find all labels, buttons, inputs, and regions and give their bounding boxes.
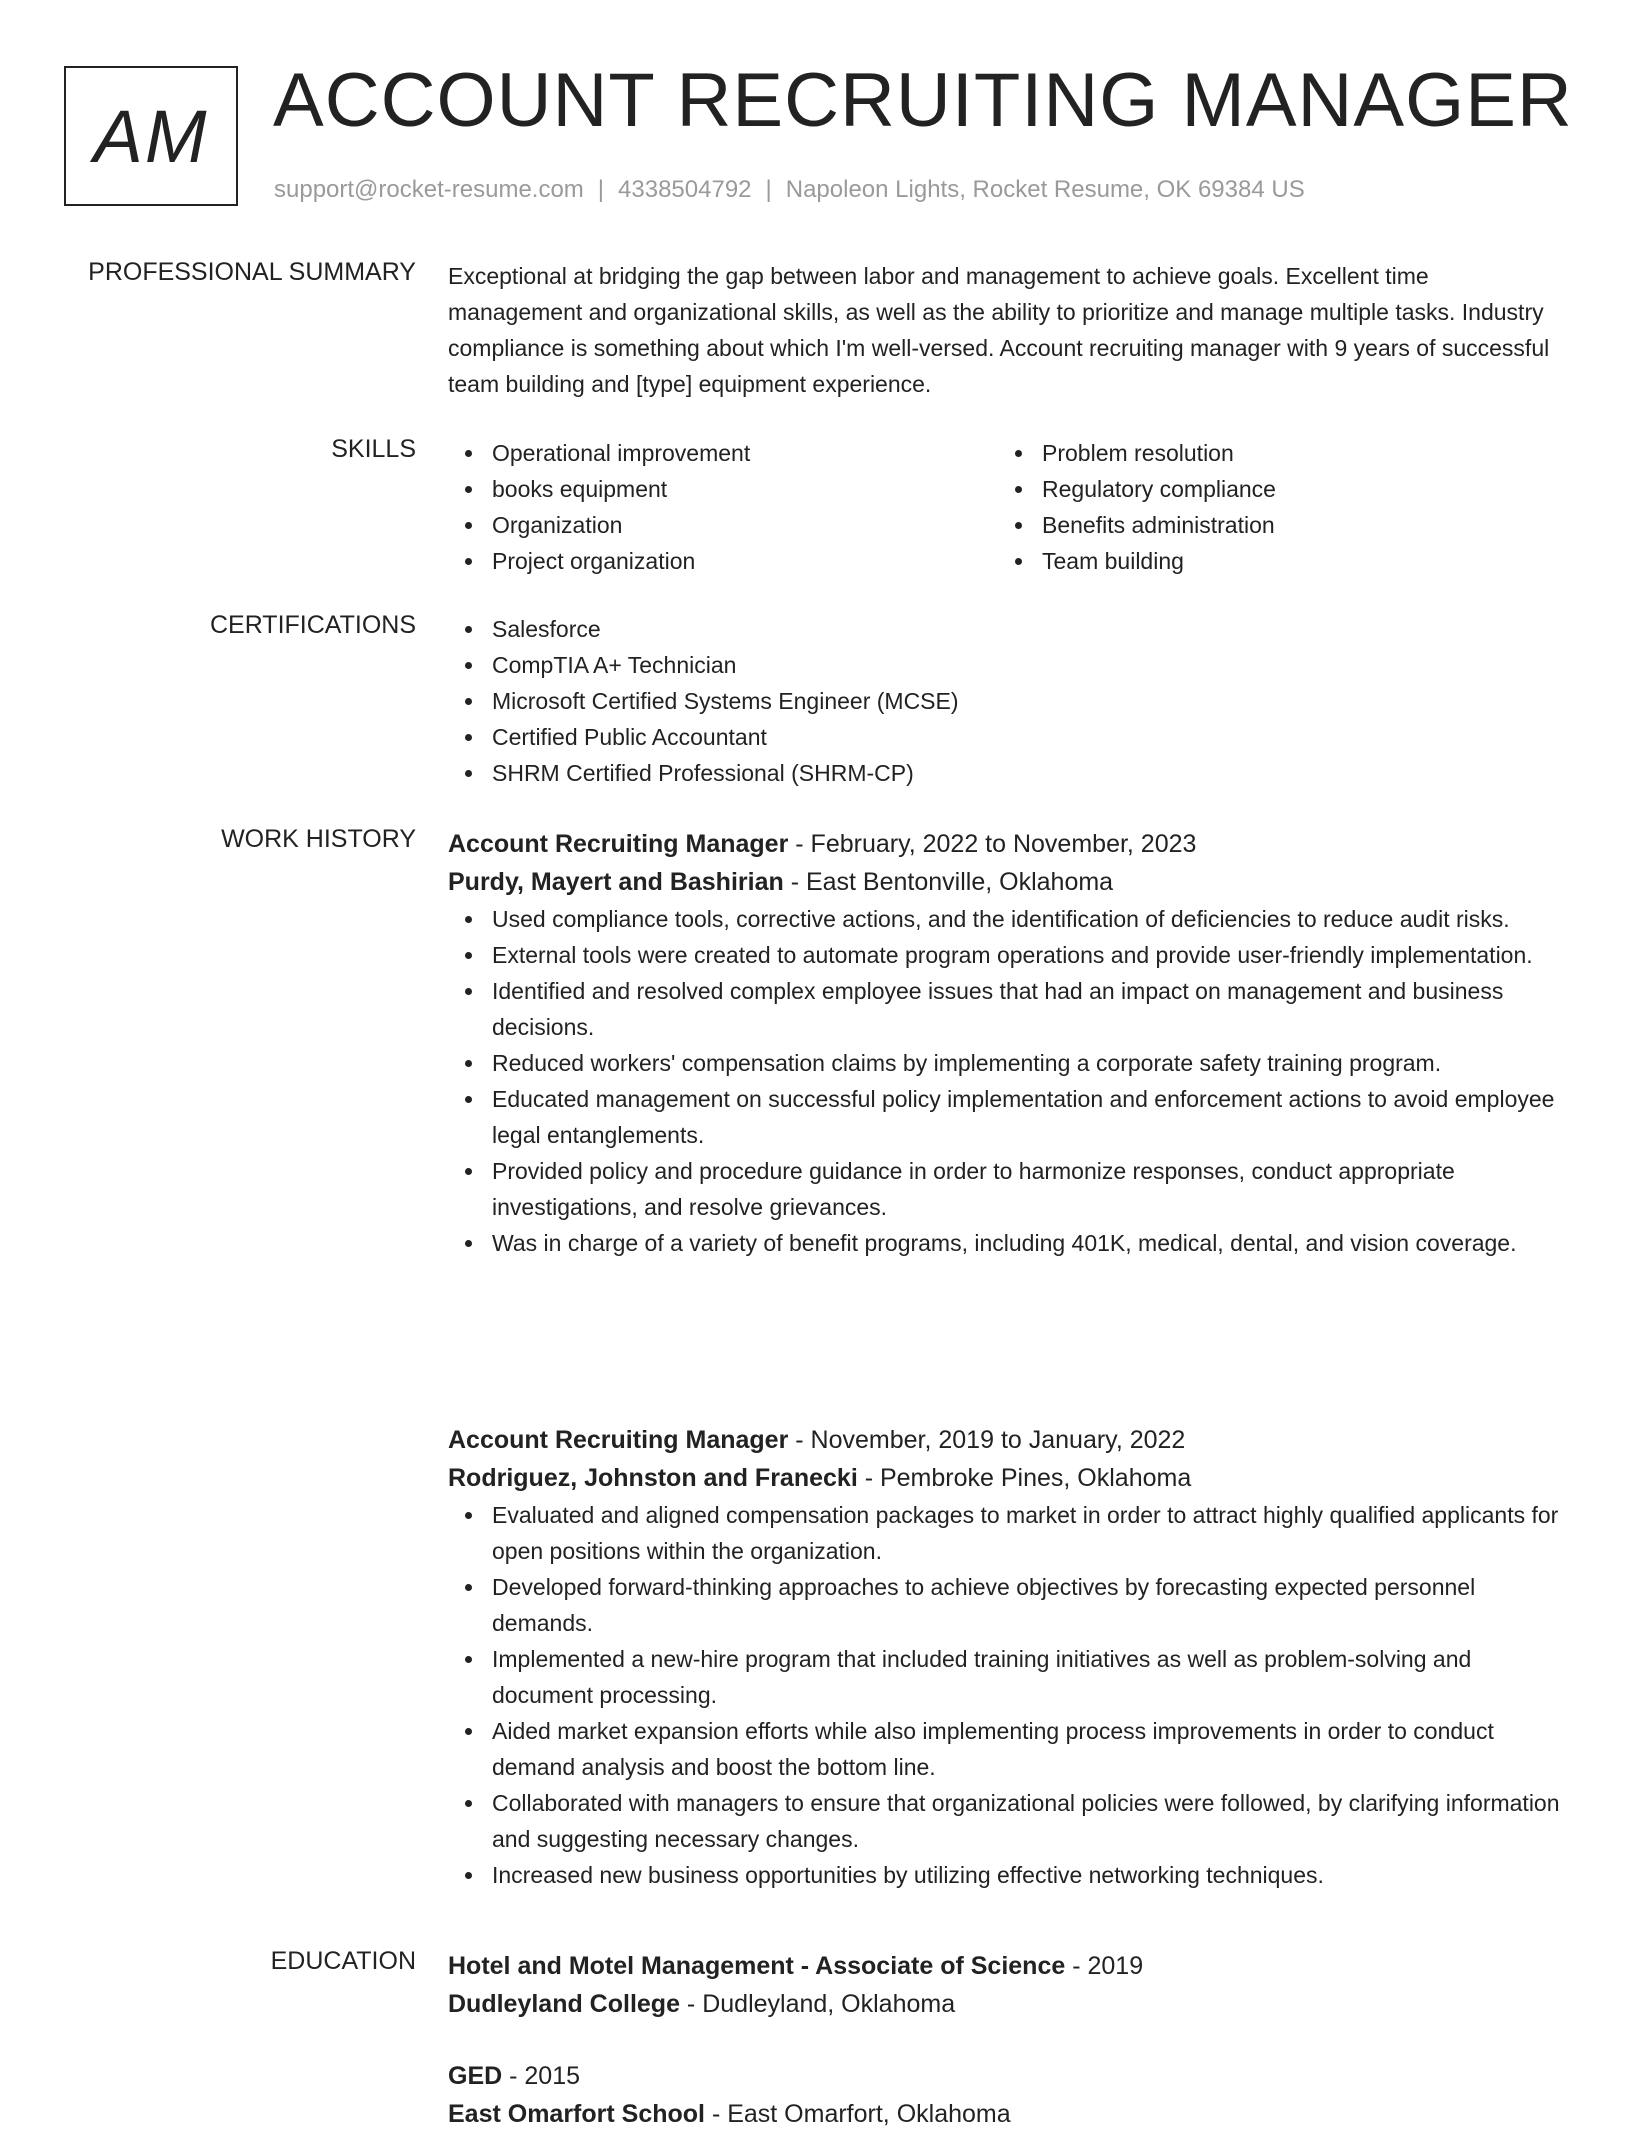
degree-year: - 2015 (502, 2062, 581, 2090)
job-title: Account Recruiting Manager (448, 830, 789, 858)
skills-grid (448, 435, 1564, 579)
education-body (448, 1947, 1564, 2133)
job-company-line (448, 1459, 1564, 1497)
certifications-body (448, 611, 1564, 791)
job-title: Account Recruiting Manager (448, 1426, 789, 1454)
job-dates: - November, 2019 to January, 2022 (788, 1426, 1186, 1454)
job-duty: External tools were created to automate program operations and provide user-friendly implementation. (492, 937, 1564, 973)
degree-name: Hotel and Motel Management - Associate of Science (448, 1952, 1066, 1980)
job-duty: Provided policy and procedure guidance in order to harmonize responses, conduct appropriate investigations, and resolve grievances. (492, 1153, 1564, 1225)
contact-address: Napoleon Lights, Rocket Resume, OK 69384 US (785, 176, 1305, 203)
school-line (448, 2095, 1564, 2133)
job-duties-list (448, 901, 1564, 1261)
school-location: - East Omarfort, Oklahoma (705, 2100, 1011, 2128)
job-dates: - February, 2022 to November, 2023 (788, 830, 1197, 858)
job-title-line (448, 825, 1564, 863)
degree-year: - 2019 (1065, 1952, 1144, 1980)
summary-text: Exceptional at bridging the gap between labor and management to achieve goals. Excellent time management and organizational skills, as well as the ability to prioritize and manage multiple tasks. Industry compliance is something about which I'm well-versed. Account recruiting manager with 9 years of successful team building and [type] equipment experience. (448, 263, 1550, 397)
section-label-skills: SKILLS (331, 435, 416, 463)
contact-separator: | (597, 176, 605, 203)
skills-column-right (998, 435, 1548, 579)
skill-item: Project organization (492, 543, 998, 579)
school-name: Dudleyland College (448, 1990, 680, 2018)
skill-item: Team building (1042, 543, 1548, 579)
job-duty: Reduced workers' compensation claims by implementing a corporate safety training program. (492, 1045, 1564, 1081)
certification-item: Certified Public Accountant (492, 719, 1564, 755)
job-entry (448, 825, 1564, 1261)
skills-body (448, 435, 1564, 579)
job-duty: Educated management on successful policy implementation and enforcement actions to avoid employee legal entanglements. (492, 1081, 1564, 1153)
job-duty: Was in charge of a variety of benefit programs, including 401K, medical, dental, and vision coverage. (492, 1225, 1564, 1261)
school-location: - Dudleyland, Oklahoma (679, 1990, 956, 2018)
contact-line (274, 176, 1305, 204)
certification-item: Microsoft Certified Systems Engineer (MCSE) (492, 683, 1564, 719)
monogram-box (64, 66, 238, 206)
skill-item: Problem resolution (1042, 435, 1548, 471)
monogram-initials: AM (93, 94, 209, 178)
degree-line (448, 1947, 1564, 1985)
section-label-summary: PROFESSIONAL SUMMARY (88, 258, 416, 286)
job-duty: Increased new business opportunities by utilizing effective networking techniques. (492, 1857, 1564, 1893)
section-label-certifications: CERTIFICATIONS (209, 611, 416, 639)
degree-name: GED (448, 2062, 503, 2090)
job-duty: Used compliance tools, corrective actions, and the identification of deficiencies to reduce audit risks. (492, 901, 1564, 937)
job-location: - Pembroke Pines, Oklahoma (857, 1464, 1192, 1492)
contact-phone[interactable]: 4338504792 (618, 176, 752, 203)
job-duty: Developed forward-thinking approaches to achieve objectives by forecasting expected personnel demands. (492, 1569, 1564, 1641)
certification-item: SHRM Certified Professional (SHRM-CP) (492, 755, 1564, 791)
contact-email[interactable]: support@rocket-resume.com (274, 176, 584, 203)
job-company: Purdy, Mayert and Bashirian (448, 868, 784, 896)
job-duty: Collaborated with managers to ensure that organizational policies were followed, by clarifying information and suggesting necessary changes. (492, 1785, 1564, 1857)
job-duty: Identified and resolved complex employee issues that had an impact on management and business decisions. (492, 973, 1564, 1045)
skills-column-left (448, 435, 998, 579)
certification-item: CompTIA A+ Technician (492, 647, 1564, 683)
job-duties-list (448, 1497, 1564, 1893)
job-entry (448, 1421, 1564, 1893)
job-title-line (448, 1421, 1564, 1459)
education-entry (448, 1947, 1564, 2023)
skill-item: Organization (492, 507, 998, 543)
degree-line (448, 2057, 1564, 2095)
skill-item: Operational improvement (492, 435, 998, 471)
skill-item: books equipment (492, 471, 998, 507)
school-line (448, 1985, 1564, 2023)
school-name: East Omarfort School (448, 2100, 705, 2128)
skill-item: Benefits administration (1042, 507, 1548, 543)
education-entry (448, 2057, 1564, 2133)
certification-item: Salesforce (492, 611, 1564, 647)
job-duty: Implemented a new-hire program that included training initiatives as well as problem-solving and document processing. (492, 1641, 1564, 1713)
contact-separator: | (765, 176, 772, 203)
candidate-name: ACCOUNT RECRUITING MANAGER (273, 58, 1573, 143)
job-company: Rodriguez, Johnston and Franecki (448, 1464, 858, 1492)
section-label-work-history: WORK HISTORY (221, 825, 416, 853)
skill-item: Regulatory compliance (1042, 471, 1548, 507)
job-company-line (448, 863, 1564, 901)
section-label-education: EDUCATION (270, 1947, 416, 1975)
job-duty: Aided market expansion efforts while also implementing process improvements in order to conduct demand analysis and boost the bottom line. (492, 1713, 1564, 1785)
job-duty: Evaluated and aligned compensation packages to market in order to attract highly qualified applicants for open positions within the organization. (492, 1497, 1564, 1569)
job-location: - East Bentonville, Oklahoma (783, 868, 1114, 896)
